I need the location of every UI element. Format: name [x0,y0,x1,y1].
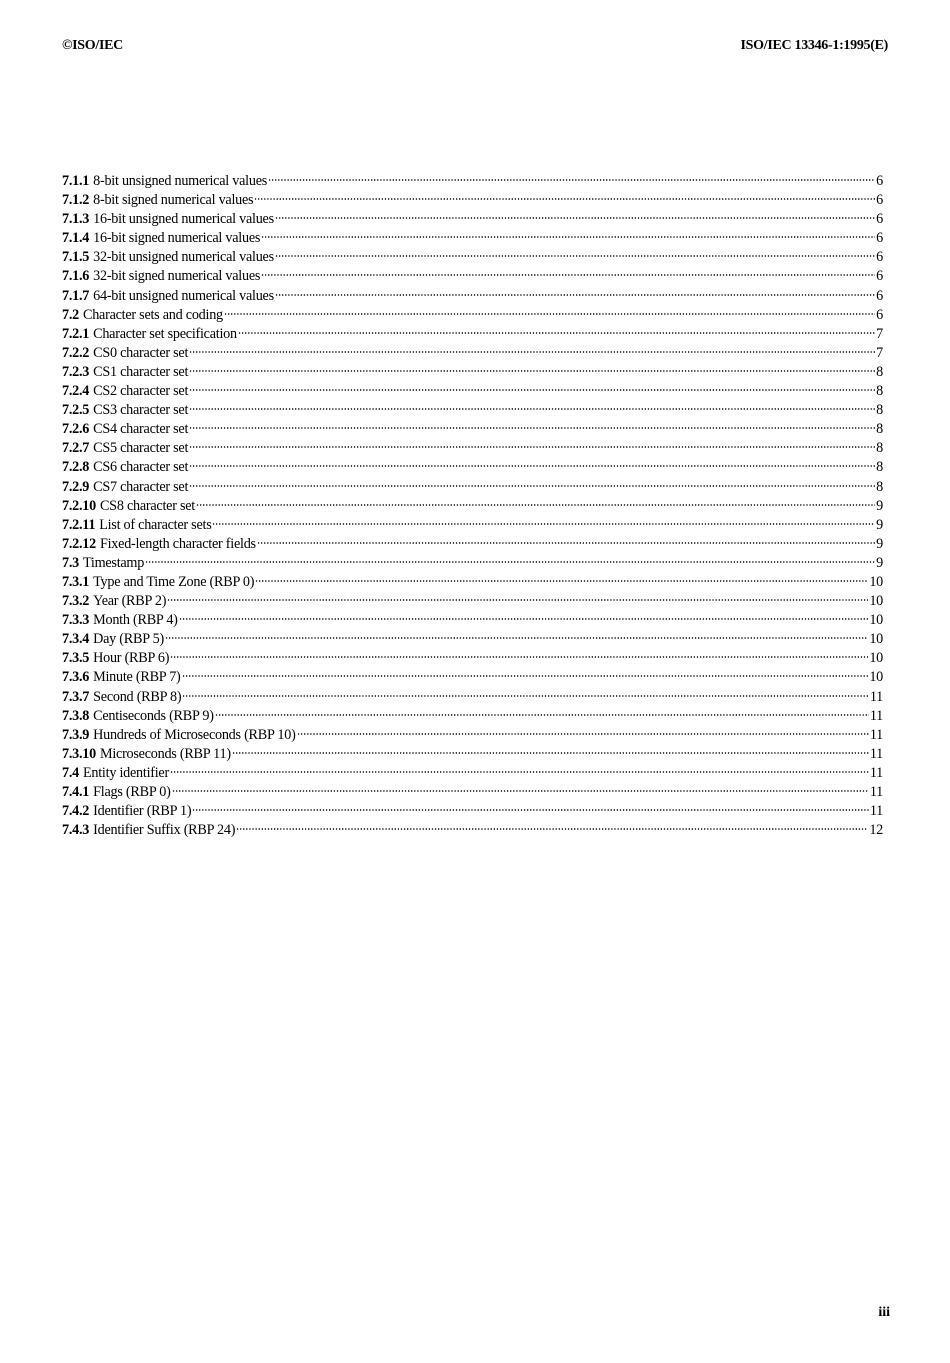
toc-dot-leader [261,235,875,239]
toc-entry-number: 7.4 [62,764,79,781]
toc-entry-number: 7.3.7 [62,688,90,705]
toc-entry-number: 7.3.5 [62,650,90,667]
toc-entry[interactable] [62,172,883,191]
toc-entry[interactable] [62,630,883,649]
toc-entry-title: 8-bit unsigned numerical values [93,173,268,189]
toc-entry-title: Day (RBP 5) [93,631,164,648]
toc-entry[interactable] [62,688,883,707]
toc-entry-page: 6 [876,287,883,304]
toc-entry[interactable] [62,535,883,554]
toc-entry-page: 10 [869,650,883,667]
toc-entry-page: 6 [876,230,883,247]
toc-entry-page: 9 [876,554,883,571]
toc-dot-leader [170,655,868,659]
toc-dot-leader [189,484,875,488]
toc-entry-number: 7.1.1 [62,173,90,189]
toc-entry-page: 10 [869,669,883,686]
toc-entry-number: 7.2 [62,306,79,323]
toc-entry-title: Character sets and coding [82,306,223,323]
toc-entry[interactable] [62,573,883,592]
toc-entry-title: Type and Time Zone (RBP 0) [93,573,255,590]
toc-entry-page: 10 [869,593,883,610]
toc-dot-leader [189,426,875,430]
toc-dot-leader [212,522,875,526]
toc-entry-page: 6 [876,211,883,228]
toc-dot-leader [189,445,875,449]
toc-entry-number: 7.3.3 [62,612,90,629]
toc-entry-page: 8 [876,363,883,380]
toc-entry-title: CS5 character set [93,440,189,457]
toc-entry[interactable] [62,306,883,325]
toc-entry-title: 32-bit signed numerical values [93,268,261,285]
toc-entry-number: 7.3.2 [62,593,90,610]
toc-entry-page: 8 [876,402,883,419]
toc-entry-page: 11 [869,688,883,705]
toc-entry[interactable] [62,420,883,439]
toc-entry-page: 6 [876,173,883,189]
toc-entry-page: 11 [869,726,883,743]
toc-entry[interactable] [62,592,883,611]
toc-entry-title: CS7 character set [93,478,189,495]
toc-dot-leader [215,713,869,717]
toc-entry-page: 11 [869,745,883,762]
toc-entry-number: 7.2.11 [62,516,96,533]
toc-entry-page: 11 [869,803,883,820]
toc-entry[interactable] [62,382,883,401]
toc-entry-page: 8 [876,421,883,438]
toc-entry-title: Hour (RBP 6) [93,650,170,667]
toc-entry[interactable] [62,458,883,477]
toc-entry-title: Flags (RBP 0) [93,784,171,800]
toc-entry[interactable] [62,611,883,630]
toc-entry-title: 16-bit signed numerical values [93,230,261,247]
toc-entry-number: 7.3.9 [62,726,90,743]
toc-dot-leader [189,388,875,392]
toc-entry-title: Identifier Suffix (RBP 24) [93,822,236,839]
toc-entry[interactable] [62,191,883,210]
toc-entry-page: 6 [876,268,883,285]
toc-entry-page: 11 [869,784,883,800]
toc-dot-leader [170,770,869,774]
toc-entry-number: 7.2.7 [62,440,90,457]
toc-entry[interactable] [62,267,883,286]
toc-entry-title: Year (RBP 2) [93,593,167,610]
toc-entry-number: 7.3.4 [62,631,90,648]
toc-entry-title: Character set specification [93,325,237,342]
toc-dot-leader [179,617,869,621]
toc-dot-leader [182,694,869,698]
toc-entry-title: CS6 character set [93,459,189,476]
toc-entry-title: Second (RBP 8) [93,688,182,705]
toc-entry-number: 7.3.8 [62,707,90,724]
toc-dot-leader [257,541,875,545]
toc-dot-leader [236,827,868,831]
toc-entry[interactable] [62,554,883,573]
toc-entry[interactable] [62,516,883,535]
toc-entry-title: CS0 character set [93,344,189,361]
toc-dot-leader [238,331,875,335]
page-number: iii [878,1305,890,1320]
toc-entry-page: 9 [876,516,883,533]
toc-entry-title: CS3 character set [93,402,189,419]
toc-entry-number: 7.2.2 [62,344,90,361]
header-standard-id: ISO/IEC 13346-1:1995(E) [740,38,888,53]
toc-dot-leader [189,369,875,373]
toc-entry-number: 7.4.3 [62,822,90,839]
toc-entry-page: 8 [876,383,883,400]
toc-entry-title: CS4 character set [93,421,189,438]
toc-entry-number: 7.4.1 [62,784,90,800]
toc-dot-leader [189,350,875,354]
toc-entry-number: 7.4.2 [62,803,90,820]
toc-entry[interactable] [62,478,883,497]
toc-dot-leader [275,216,875,220]
toc-entry-title: Fixed-length character fields [99,535,256,552]
toc-entry-page: 8 [876,440,883,457]
toc-entry-title: Identifier (RBP 1) [93,803,192,820]
toc-entry-page: 8 [876,478,883,495]
toc-entry-number: 7.1.6 [62,268,90,285]
toc-dot-leader [268,178,875,182]
toc-entry-title: 16-bit unsigned numerical values [93,211,274,228]
toc-entry-page: 10 [869,573,883,590]
toc-entry-title: CS2 character set [93,383,189,400]
toc-entry-number: 7.1.7 [62,287,90,304]
toc-entry-number: 7.3 [62,554,79,571]
toc-entry-number: 7.2.8 [62,459,90,476]
toc-entry-number: 7.2.5 [62,402,90,419]
toc-dot-leader [165,636,868,640]
toc-entry[interactable] [62,401,883,420]
toc-dot-leader [167,598,868,602]
toc-dot-leader [255,579,868,583]
toc-entry-number: 7.2.6 [62,421,90,438]
toc-entry-title: List of character sets [99,516,212,533]
toc-entry[interactable] [62,802,883,821]
toc-entry[interactable] [62,764,883,783]
toc-entry-page: 11 [869,707,883,724]
toc-entry-number: 7.1.5 [62,249,90,266]
toc-dot-leader [196,503,875,507]
toc-entry[interactable] [62,649,883,668]
toc-entry[interactable] [62,325,883,344]
toc-entry-page: 7 [876,325,883,342]
toc-entry-number: 7.2.4 [62,383,90,400]
toc-dot-leader [261,273,875,277]
toc-dot-leader [232,751,869,755]
toc-entry-number: 7.2.3 [62,363,90,380]
toc-entry[interactable] [62,745,883,764]
toc-entry-page: 9 [876,535,883,552]
toc-entry-number: 7.3.10 [62,745,96,762]
toc-entry[interactable] [62,248,883,267]
toc-entry-title: Centiseconds (RBP 9) [93,707,214,724]
toc-entry[interactable] [62,726,883,745]
toc-dot-leader [275,254,875,258]
toc-entry-page: 10 [869,631,883,648]
toc-entry-title: Month (RBP 4) [93,612,178,629]
toc-dot-leader [182,674,869,678]
toc-entry-number: 7.2.10 [62,497,96,514]
toc-entry[interactable] [62,210,883,229]
toc-entry[interactable] [62,229,883,248]
toc-entry-title: 32-bit unsigned numerical values [93,249,274,266]
table-of-contents [62,172,883,840]
toc-entry-title: 64-bit unsigned numerical values [93,287,274,304]
toc-entry-page: 6 [876,306,883,323]
toc-dot-leader [189,464,875,468]
toc-entry[interactable] [62,821,883,840]
toc-entry[interactable] [62,344,883,363]
toc-dot-leader [275,293,875,297]
toc-entry-page: 12 [869,822,883,839]
toc-entry[interactable] [62,439,883,458]
toc-dot-leader [192,808,868,812]
toc-dot-leader [145,560,875,564]
toc-dot-leader [297,732,869,736]
toc-entry-number: 7.3.1 [62,573,90,590]
toc-entry[interactable] [62,668,883,687]
toc-entry-page: 6 [876,249,883,266]
toc-entry-number: 7.3.6 [62,669,90,686]
header-copyright: ©ISO/IEC [62,38,123,53]
toc-entry[interactable] [62,363,883,382]
toc-entry-title: Hundreds of Microseconds (RBP 10) [93,726,296,743]
toc-entry[interactable] [62,707,883,726]
toc-entry-page: 11 [869,764,883,781]
toc-entry-number: 7.2.1 [62,325,90,342]
toc-entry-number: 7.1.3 [62,211,90,228]
toc-entry-title: Timestamp [82,554,145,571]
toc-entry-title: CS8 character set [99,497,195,514]
toc-entry-page: 9 [876,497,883,514]
toc-entry-title: Minute (RBP 7) [93,669,181,686]
toc-entry-title: 8-bit signed numerical values [93,192,254,209]
toc-dot-leader [224,312,875,316]
toc-entry-page: 10 [869,612,883,629]
toc-entry-number: 7.1.4 [62,230,90,247]
toc-entry-page: 7 [876,344,883,361]
toc-entry-number: 7.2.12 [62,535,96,552]
toc-entry-page: 6 [876,192,883,209]
toc-entry-title: Entity identifier [82,764,169,781]
toc-entry[interactable] [62,783,883,802]
toc-dot-leader [254,197,875,201]
toc-entry-number: 7.2.9 [62,478,90,495]
toc-entry-title: CS1 character set [93,363,189,380]
toc-dot-leader [172,789,869,793]
toc-entry-title: Microseconds (RBP 11) [99,745,231,762]
toc-entry-number: 7.1.2 [62,192,90,209]
toc-entry[interactable] [62,497,883,516]
toc-entry[interactable] [62,287,883,306]
toc-dot-leader [189,407,875,411]
toc-entry-page: 8 [876,459,883,476]
